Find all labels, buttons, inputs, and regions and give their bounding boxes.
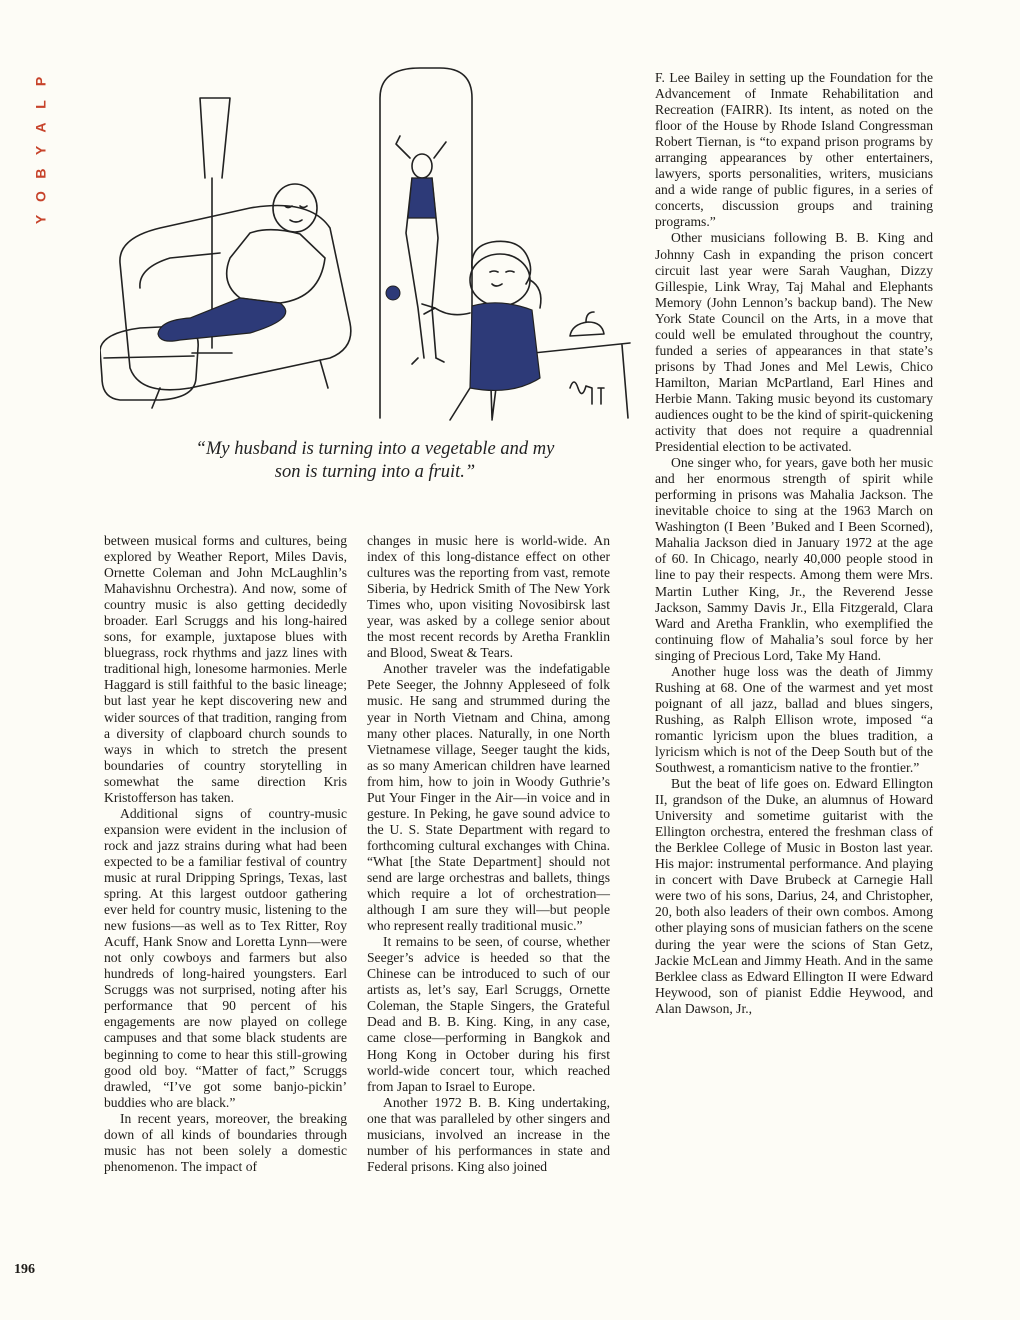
magazine-letter: L xyxy=(32,100,49,109)
caption-line: son is turning into a fruit.” xyxy=(274,462,476,482)
paragraph: between musical forms and cultures, being explored by Weather Report, Miles Davis, Ornette Coleman and John McLaughlin’s Mahavishnu Orchestra). And now, some of country music is also getting decidedly broader. Earl Scruggs and his long-haired sons, for example, juxtapose blues with bluegrass, rock rhythms and jazz lines with traditional high, lonesome harmonies. Merle Haggard is still faithful to the basic lineage; but last year he kept discovering new and wider sources of that tradition, ranging from a diversity of clapboard church sounds to ways in which to stretch the present boundaries of country storytelling in somewhat the same direction Kris Kristofferson has taken. xyxy=(104,533,347,805)
cartoon-caption xyxy=(110,438,640,484)
magazine-letter: O xyxy=(32,191,49,202)
paragraph: changes in music here is world-wide. An index of this long-distance effect on other cultures was the reporting from vast, remote Siberia, by Hedrick Smith of The New York Times who, upon visiting Novosibirsk last year, was asked by a college senior about the most recent records by Aretha Franklin and Blood, Sweat & Tears. xyxy=(367,533,610,661)
magazine-letter: Y xyxy=(32,214,49,225)
paragraph: Other musicians following B. B. King and Johnny Cash in expanding the prison concert circuit last year were Sarah Vaughan, Dizzy Gillespie, Link Wray, Taj Mahal and Elephants Memory (John Lennon’s backup band). The New York State Council on the Arts, in a move that could well be emulated throughout the country, funded a series of appearances in that state’s prisons by Thad Jones and Mel Lewis, Chico Hamilton, Marian McPartland, Earl Hines and Herbie Mann. Taking music beyond its customary audiences ought to be the kind of spirit-quickening activity that does not require a quadrennial Presidential election to be activated. xyxy=(655,230,933,455)
article-column-3 xyxy=(655,70,933,1017)
article-column-1 xyxy=(104,533,347,1175)
paragraph: Additional signs of country-music expansion were evident in the inclusion of rock and jazz strains during what had been expected to be a familiar festival of country music at rural Dripping Springs, Texas, last spring. At this largest outdoor gathering ever held for country music, listening to the new fusions—as well as to Tex Ritter, Roy Acuff, Hank Snow and Loretta Lynn—were not only cowboys and farmers but also hundreds of long-haired youngsters. Earl Scruggs was not surprised, noting after his performance that 90 percent of his engagements are now played on college campuses and that some black students are beginning to come to hear this still-growing good old boy. “Matter of fact,” Scruggs drawled, “I’ve got some banjo-pickin’ buddies who are black.” xyxy=(104,805,347,1110)
paragraph: Another 1972 B. B. King undertaking, one that was paralleled by other singers and musicians, involved an increase in the number of his performances in state and Federal prisons. King also joined xyxy=(367,1094,610,1174)
paragraph: But the beat of life goes on. Edward Ellington II, grandson of the Duke, an alumnus of Howard University and sometime guitarist with the Ellington orchestra, entered the freshman class of the Berklee College of Music in Boston last year. His major: instrumental performance. And playing in concert with Dave Brubeck at Carnegie Hall were two of his sons, Darius, 24, and Christopher, 20, both also leaders of their own combos. Among other playing sons of musician fathers on the scene during the year were the scions of Stan Getz, Jackie McLean and Jimmy Heath. And in the same Berklee class as Edward Ellington II were Edward Heywood, son of pianist Eddie Heywood, and Alan Dawson, Jr., xyxy=(655,776,933,1016)
magazine-letter: P xyxy=(32,76,49,87)
page-number: 196 xyxy=(14,1262,35,1277)
paragraph: F. Lee Bailey in setting up the Foundation for the Advancement of Inmate Rehabilitation and Recreation (FAIRR). Its intent, as noted on the floor of the House by Rhode Island Congressman Robert Tiernan, is “to expand prison programs by arranging appearances by other entertainers, lawyers, sports personalities, writers, musicians and a wide range of public figures, in a series of concerts, discussion groups and training programs.” xyxy=(655,70,933,230)
caption-line: “My husband is turning into a vegetable and my xyxy=(195,439,555,459)
cartoon-illustration xyxy=(100,58,635,428)
paragraph: One singer who, for years, gave both her music and her enormous strength of spirit while performing in prisons was Mahalia Jackson. The inevitable choice to sing at the 1963 March on Washington (I Been ’Buked and I Been Scorned), Mahalia Jackson died in January 1972 at the age of 60. In Chicago, nearly 40,000 people stood in line to pay their respects. Among them were Mrs. Martin Luther King, Jr., the Reverend Jesse Jackson, Sammy Davis Jr., Ella Fitzgerald, Clara Ward and Aretha Franklin, who exemplified the continuing flow of Mahalia’s soul force by her singing of Precious Lord, Take My Hand. xyxy=(655,455,933,663)
paragraph: It remains to be seen, of course, whether Seeger’s advice is heeded so that the Chinese can be introduced to such of our artists as, let’s say, Earl Scruggs, Ornette Coleman, the Staple Singers, the Grateful Dead and B. B. King. King, in any case, came close—performing in Bangkok and Hong Kong in October during his first world-wide concert tour, which reached from Japan to Israel to Europe. xyxy=(367,934,610,1094)
magazine-letter: Y xyxy=(32,145,49,156)
article-column-2 xyxy=(367,533,610,1175)
magazine-letter: B xyxy=(32,168,49,179)
paragraph: In recent years, moreover, the breaking down of all kinds of boundaries through music has not been solely a domestic phenomenon. The impact of xyxy=(104,1110,347,1174)
paragraph: Another traveler was the indefatigable Pete Seeger, the Johnny Appleseed of folk music. He sang and strummed during the year in North Vietnam and China, among many other places. Naturally, in one North Vietnamese village, Seeger taught the kids, as so many American children have learned from him, how to join in Woody Guthrie’s Put Your Finger in the Air—in voice and in gesture. In Peking, he gave sound advice to the U. S. State Department with regard to forthcoming cultural exchanges with China. “What [the State Department] should not send are large orchestras and ballets, things which require a lot of orchestration—although I am sure they will—but people who represent really traditional music.” xyxy=(367,661,610,934)
magazine-name xyxy=(30,70,52,231)
paragraph: Another huge loss was the death of Jimmy Rushing at 68. One of the warmest and yet most poignant of all jazz, ballad and blues singers, Rushing, as Ralph Ellison wrote, imposed “a romantic lyricism upon the blues tradition, a lyricism which is not of the Deep South but of the Southwest, a romanticism native to the frontier.” xyxy=(655,663,933,776)
magazine-letter: A xyxy=(32,122,49,133)
